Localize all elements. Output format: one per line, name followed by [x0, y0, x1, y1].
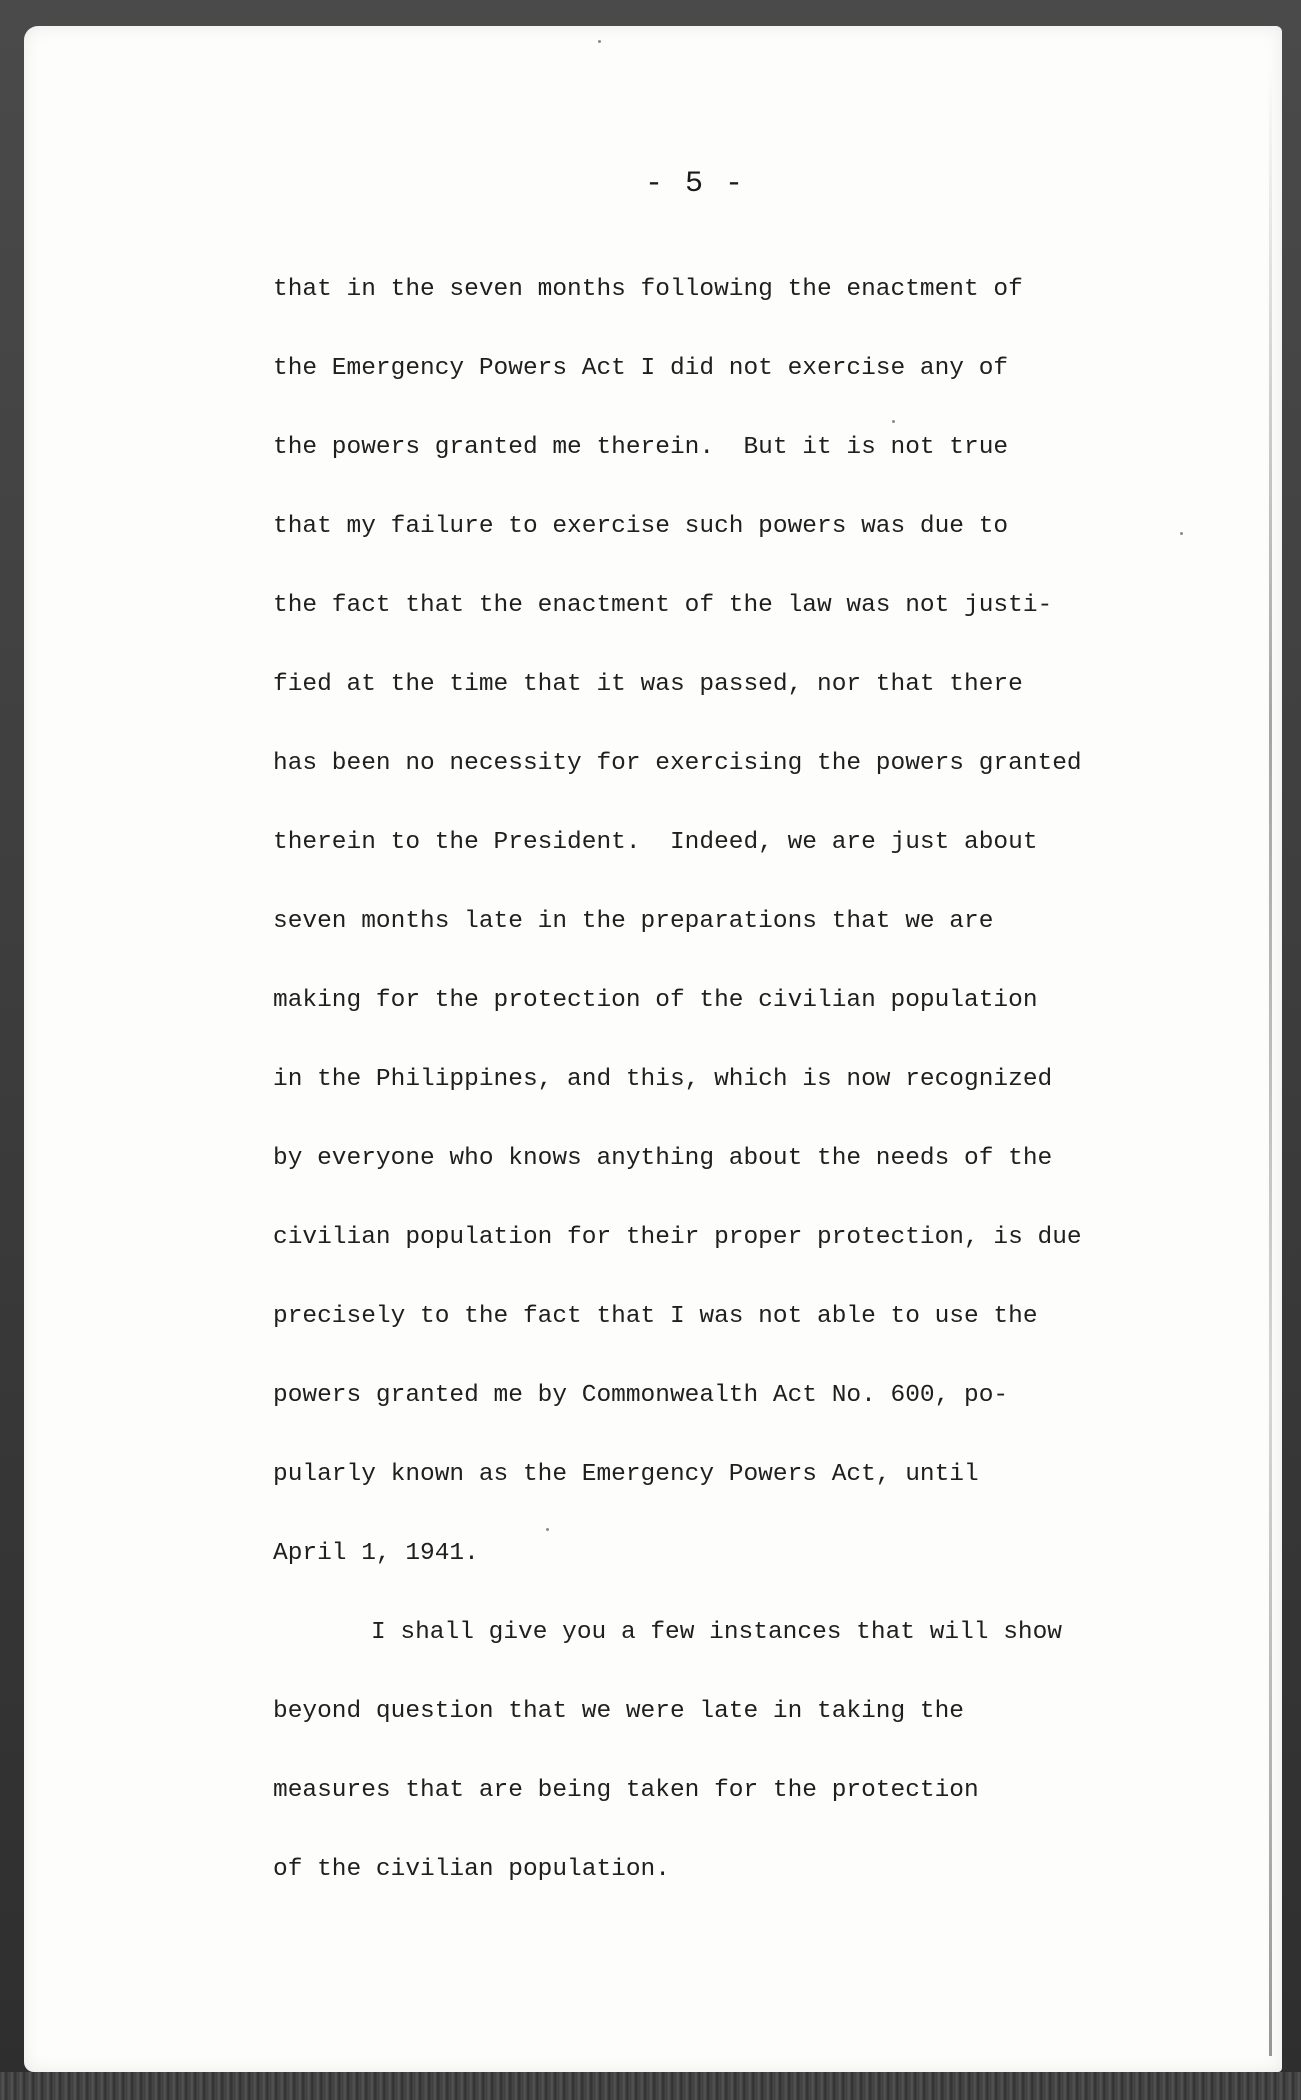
dust-speck	[1180, 532, 1183, 535]
scan-bottom-edge	[0, 2072, 1301, 2100]
text-line: has been no necessity for exercising the powers granted	[273, 750, 1082, 777]
page-edge-shadow	[1269, 66, 1272, 2056]
text-line: making for the protection of the civilian population	[273, 987, 1038, 1014]
text-line: of the civilian population.	[273, 1856, 670, 1883]
text-line: in the Philippines, and this, which is now recognized	[273, 1066, 1053, 1093]
text-line: measures that are being taken for the protection	[273, 1777, 979, 1804]
dust-speck	[598, 40, 601, 43]
paragraph-first-line: I shall give you a few instances that will show	[371, 1619, 1063, 1646]
page-number: - 5 -	[644, 167, 745, 201]
text-line: civilian population for their proper protection, is due	[273, 1224, 1082, 1251]
text-line: that my failure to exercise such powers was due to	[273, 513, 1009, 540]
text-line: the powers granted me therein. But it is not true	[273, 434, 1009, 461]
text-line: beyond question that we were late in taking the	[273, 1698, 965, 1725]
text-line: by everyone who knows anything about the needs of the	[273, 1145, 1053, 1172]
text-line: the Emergency Powers Act I did not exercise any of	[273, 355, 1009, 382]
text-line: precisely to the fact that I was not able to use the	[273, 1303, 1038, 1330]
text-line: pularly known as the Emergency Powers Act, until	[273, 1461, 979, 1488]
text-line: that in the seven months following the enactment of	[273, 276, 1023, 303]
text-line: therein to the President. Indeed, we are just about	[273, 829, 1038, 856]
text-line: powers granted me by Commonwealth Act No. 600, po-	[273, 1382, 1009, 1409]
text-line: fied at the time that it was passed, nor that there	[273, 671, 1023, 698]
body-text	[273, 268, 1173, 1927]
text-line: seven months late in the preparations that we are	[273, 908, 994, 935]
text-line: the fact that the enactment of the law was not justi-	[273, 592, 1053, 619]
text-line: April 1, 1941.	[273, 1540, 479, 1567]
